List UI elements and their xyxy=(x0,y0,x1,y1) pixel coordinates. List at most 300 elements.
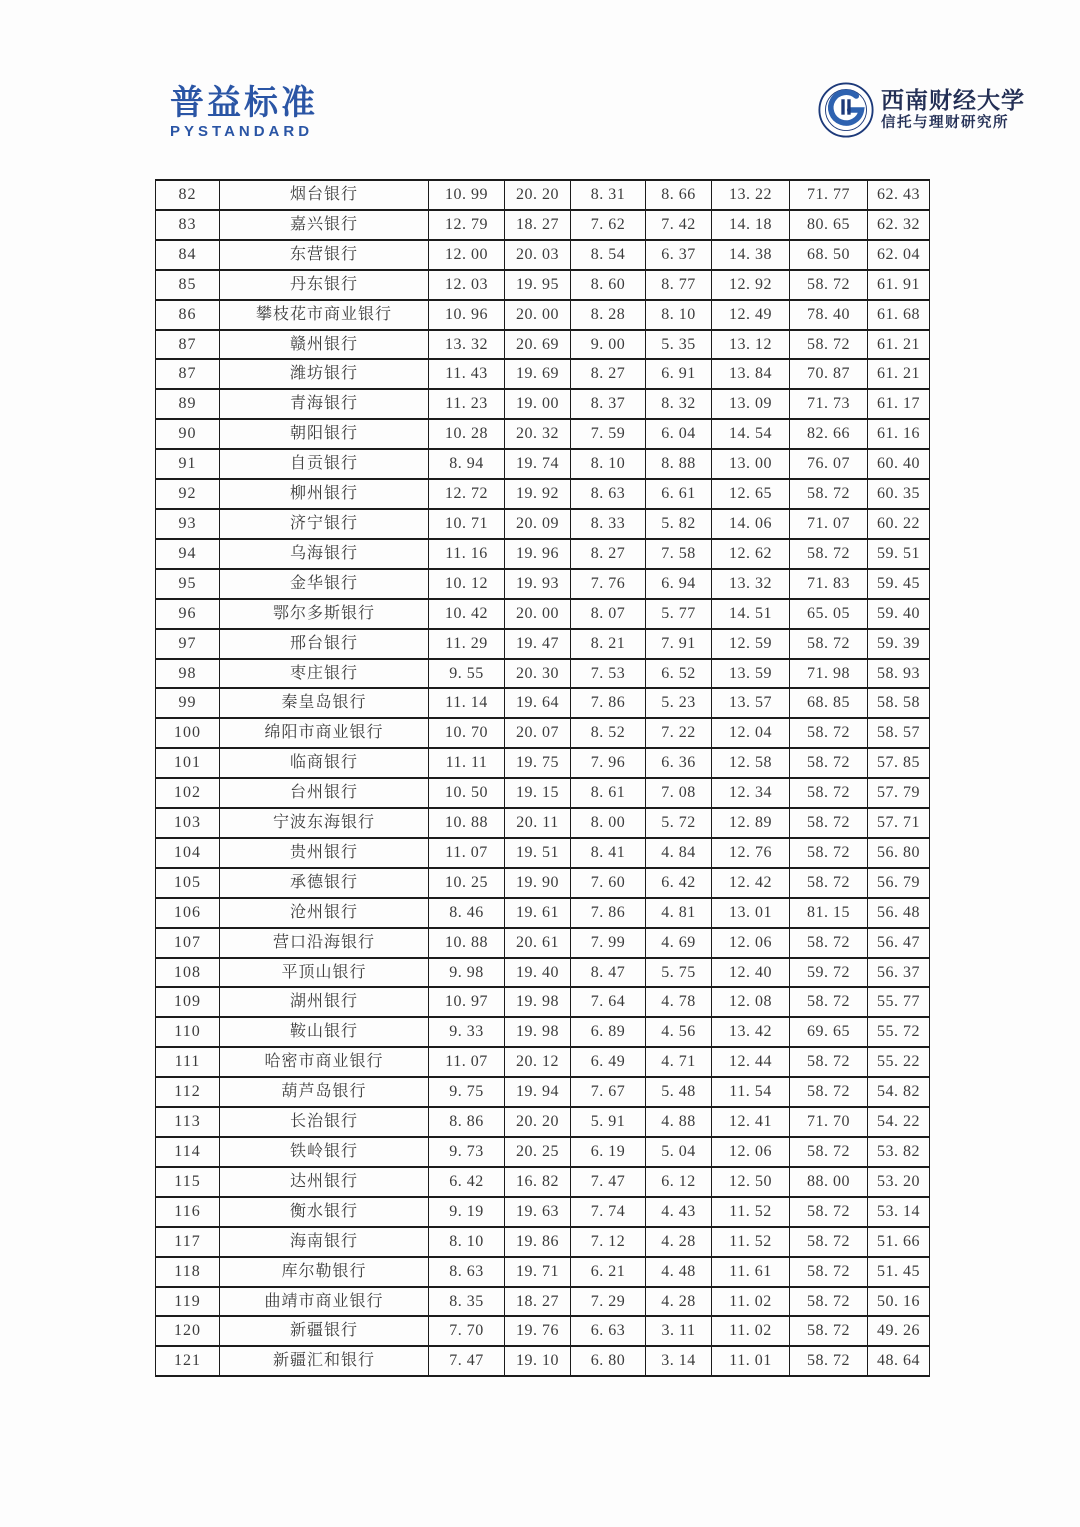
bank-name-cell: 鞍山银行 xyxy=(220,1017,429,1047)
table-row xyxy=(156,1077,930,1107)
value-cell: 6. 49 xyxy=(571,1047,646,1077)
value-cell: 12. 50 xyxy=(712,1167,790,1197)
value-cell: 8. 31 xyxy=(571,180,646,210)
value-cell: 11. 07 xyxy=(429,838,505,868)
value-cell: 8. 10 xyxy=(646,300,712,330)
value-cell: 20. 30 xyxy=(505,659,571,689)
value-cell: 20. 11 xyxy=(505,808,571,838)
bank-name-cell: 东营银行 xyxy=(220,240,429,270)
rank-cell: 98 xyxy=(156,659,220,689)
table-row xyxy=(156,449,930,479)
value-cell: 12. 49 xyxy=(712,300,790,330)
value-cell: 11. 02 xyxy=(712,1316,790,1346)
value-cell: 8. 07 xyxy=(571,599,646,629)
value-cell: 19. 40 xyxy=(505,958,571,988)
value-cell: 13. 32 xyxy=(712,569,790,599)
value-cell: 8. 37 xyxy=(571,389,646,419)
value-cell: 4. 56 xyxy=(646,1017,712,1047)
bank-name-cell: 沧州银行 xyxy=(220,898,429,928)
table-row xyxy=(156,599,930,629)
value-cell: 71. 70 xyxy=(790,1107,868,1137)
value-cell: 8. 27 xyxy=(571,359,646,389)
value-cell: 20. 61 xyxy=(505,928,571,958)
value-cell: 58. 72 xyxy=(790,479,868,509)
value-cell: 6. 89 xyxy=(571,1017,646,1047)
rank-cell: 104 xyxy=(156,838,220,868)
value-cell: 10. 12 xyxy=(429,569,505,599)
value-cell: 11. 01 xyxy=(712,1346,790,1376)
value-cell: 82. 66 xyxy=(790,419,868,449)
value-cell: 61. 91 xyxy=(868,270,930,300)
value-cell: 68. 50 xyxy=(790,240,868,270)
value-cell: 6. 36 xyxy=(646,748,712,778)
value-cell: 5. 23 xyxy=(646,688,712,718)
value-cell: 12. 03 xyxy=(429,270,505,300)
value-cell: 7. 47 xyxy=(429,1346,505,1376)
value-cell: 4. 28 xyxy=(646,1227,712,1257)
value-cell: 7. 47 xyxy=(571,1167,646,1197)
value-cell: 54. 82 xyxy=(868,1077,930,1107)
bank-name-cell: 丹东银行 xyxy=(220,270,429,300)
rank-cell: 113 xyxy=(156,1107,220,1137)
value-cell: 58. 72 xyxy=(790,808,868,838)
value-cell: 13. 00 xyxy=(712,449,790,479)
value-cell: 11. 52 xyxy=(712,1227,790,1257)
table-row xyxy=(156,1167,930,1197)
value-cell: 4. 71 xyxy=(646,1047,712,1077)
swufe-logo-text xyxy=(881,88,1025,132)
value-cell: 68. 85 xyxy=(790,688,868,718)
value-cell: 20. 03 xyxy=(505,240,571,270)
rank-cell: 100 xyxy=(156,718,220,748)
value-cell: 19. 63 xyxy=(505,1197,571,1227)
value-cell: 7. 08 xyxy=(646,778,712,808)
value-cell: 58. 72 xyxy=(790,838,868,868)
value-cell: 11. 52 xyxy=(712,1197,790,1227)
value-cell: 58. 72 xyxy=(790,1287,868,1317)
value-cell: 6. 63 xyxy=(571,1316,646,1346)
rank-cell: 84 xyxy=(156,240,220,270)
table-row xyxy=(156,718,930,748)
value-cell: 9. 00 xyxy=(571,330,646,360)
value-cell: 13. 32 xyxy=(429,330,505,360)
value-cell: 19. 94 xyxy=(505,1077,571,1107)
value-cell: 53. 20 xyxy=(868,1167,930,1197)
value-cell: 19. 96 xyxy=(505,539,571,569)
value-cell: 8. 54 xyxy=(571,240,646,270)
value-cell: 18. 27 xyxy=(505,210,571,240)
value-cell: 14. 51 xyxy=(712,599,790,629)
value-cell: 12. 34 xyxy=(712,778,790,808)
value-cell: 59. 72 xyxy=(790,958,868,988)
value-cell: 6. 21 xyxy=(571,1257,646,1287)
table-row xyxy=(156,748,930,778)
bank-name-cell: 鄂尔多斯银行 xyxy=(220,599,429,629)
value-cell: 4. 84 xyxy=(646,838,712,868)
rank-cell: 112 xyxy=(156,1077,220,1107)
bank-name-cell: 葫芦岛银行 xyxy=(220,1077,429,1107)
value-cell: 58. 72 xyxy=(790,928,868,958)
bank-name-cell: 铁岭银行 xyxy=(220,1137,429,1167)
value-cell: 12. 76 xyxy=(712,838,790,868)
value-cell: 13. 01 xyxy=(712,898,790,928)
value-cell: 8. 28 xyxy=(571,300,646,330)
value-cell: 59. 40 xyxy=(868,599,930,629)
value-cell: 8. 60 xyxy=(571,270,646,300)
rank-cell: 94 xyxy=(156,539,220,569)
value-cell: 11. 61 xyxy=(712,1257,790,1287)
value-cell: 5. 48 xyxy=(646,1077,712,1107)
value-cell: 6. 19 xyxy=(571,1137,646,1167)
value-cell: 7. 70 xyxy=(429,1316,505,1346)
value-cell: 10. 70 xyxy=(429,718,505,748)
value-cell: 19. 74 xyxy=(505,449,571,479)
value-cell: 14. 18 xyxy=(712,210,790,240)
value-cell: 54. 22 xyxy=(868,1107,930,1137)
value-cell: 61. 68 xyxy=(868,300,930,330)
value-cell: 5. 72 xyxy=(646,808,712,838)
value-cell: 53. 82 xyxy=(868,1137,930,1167)
bank-name-cell: 衡水银行 xyxy=(220,1197,429,1227)
table-row xyxy=(156,1047,930,1077)
value-cell: 19. 95 xyxy=(505,270,571,300)
value-cell: 60. 35 xyxy=(868,479,930,509)
rank-cell: 116 xyxy=(156,1197,220,1227)
table-row xyxy=(156,1287,930,1317)
pystandard-logo-subtitle: PYSTANDARD xyxy=(170,123,314,140)
table-row xyxy=(156,987,930,1017)
bank-name-cell: 枣庄银行 xyxy=(220,659,429,689)
value-cell: 6. 12 xyxy=(646,1167,712,1197)
table-row xyxy=(156,240,930,270)
value-cell: 7. 42 xyxy=(646,210,712,240)
value-cell: 19. 92 xyxy=(505,479,571,509)
value-cell: 4. 69 xyxy=(646,928,712,958)
value-cell: 58. 72 xyxy=(790,1316,868,1346)
value-cell: 12. 59 xyxy=(712,629,790,659)
bank-name-cell: 潍坊银行 xyxy=(220,359,429,389)
value-cell: 80. 65 xyxy=(790,210,868,240)
value-cell: 7. 53 xyxy=(571,659,646,689)
value-cell: 4. 28 xyxy=(646,1287,712,1317)
pystandard-logo-title: 普益标准 xyxy=(170,84,318,122)
value-cell: 9. 98 xyxy=(429,958,505,988)
value-cell: 11. 16 xyxy=(429,539,505,569)
value-cell: 8. 47 xyxy=(571,958,646,988)
rank-cell: 90 xyxy=(156,419,220,449)
value-cell: 9. 19 xyxy=(429,1197,505,1227)
table-row xyxy=(156,1107,930,1137)
value-cell: 13. 22 xyxy=(712,180,790,210)
value-cell: 62. 04 xyxy=(868,240,930,270)
rank-cell: 93 xyxy=(156,509,220,539)
value-cell: 11. 29 xyxy=(429,629,505,659)
table-row xyxy=(156,539,930,569)
value-cell: 19. 00 xyxy=(505,389,571,419)
bank-name-cell: 赣州银行 xyxy=(220,330,429,360)
value-cell: 16. 82 xyxy=(505,1167,571,1197)
value-cell: 11. 23 xyxy=(429,389,505,419)
value-cell: 10. 28 xyxy=(429,419,505,449)
value-cell: 69. 65 xyxy=(790,1017,868,1047)
bank-name-cell: 邢台银行 xyxy=(220,629,429,659)
value-cell: 19. 71 xyxy=(505,1257,571,1287)
value-cell: 6. 42 xyxy=(646,868,712,898)
value-cell: 71. 07 xyxy=(790,509,868,539)
table-row xyxy=(156,928,930,958)
bank-name-cell: 金华银行 xyxy=(220,569,429,599)
value-cell: 58. 72 xyxy=(790,748,868,778)
value-cell: 10. 42 xyxy=(429,599,505,629)
value-cell: 8. 63 xyxy=(571,479,646,509)
value-cell: 59. 51 xyxy=(868,539,930,569)
value-cell: 5. 91 xyxy=(571,1107,646,1137)
value-cell: 6. 61 xyxy=(646,479,712,509)
bank-name-cell: 曲靖市商业银行 xyxy=(220,1287,429,1317)
value-cell: 61. 17 xyxy=(868,389,930,419)
value-cell: 58. 72 xyxy=(790,1137,868,1167)
value-cell: 8. 77 xyxy=(646,270,712,300)
value-cell: 59. 39 xyxy=(868,629,930,659)
rank-cell: 85 xyxy=(156,270,220,300)
bank-name-cell: 青海银行 xyxy=(220,389,429,419)
pystandard-logo xyxy=(170,84,318,140)
value-cell: 58. 72 xyxy=(790,1227,868,1257)
value-cell: 20. 07 xyxy=(505,718,571,748)
table-row xyxy=(156,419,930,449)
value-cell: 11. 54 xyxy=(712,1077,790,1107)
value-cell: 88. 00 xyxy=(790,1167,868,1197)
value-cell: 7. 91 xyxy=(646,629,712,659)
value-cell: 12. 41 xyxy=(712,1107,790,1137)
value-cell: 13. 59 xyxy=(712,659,790,689)
rank-cell: 109 xyxy=(156,987,220,1017)
value-cell: 7. 58 xyxy=(646,539,712,569)
value-cell: 8. 00 xyxy=(571,808,646,838)
table-row xyxy=(156,1257,930,1287)
table-row xyxy=(156,1346,930,1376)
value-cell: 20. 00 xyxy=(505,599,571,629)
swufe-logo xyxy=(818,82,1025,138)
value-cell: 60. 40 xyxy=(868,449,930,479)
value-cell: 71. 98 xyxy=(790,659,868,689)
bank-name-cell: 新疆汇和银行 xyxy=(220,1346,429,1376)
value-cell: 8. 66 xyxy=(646,180,712,210)
value-cell: 10. 97 xyxy=(429,987,505,1017)
table-row xyxy=(156,659,930,689)
bank-name-cell: 自贡银行 xyxy=(220,449,429,479)
value-cell: 8. 61 xyxy=(571,778,646,808)
value-cell: 58. 72 xyxy=(790,718,868,748)
value-cell: 11. 43 xyxy=(429,359,505,389)
value-cell: 11. 07 xyxy=(429,1047,505,1077)
table-row xyxy=(156,359,930,389)
value-cell: 20. 20 xyxy=(505,1107,571,1137)
value-cell: 48. 64 xyxy=(868,1346,930,1376)
value-cell: 4. 48 xyxy=(646,1257,712,1287)
value-cell: 11. 14 xyxy=(429,688,505,718)
value-cell: 19. 64 xyxy=(505,688,571,718)
rank-cell: 105 xyxy=(156,868,220,898)
value-cell: 10. 88 xyxy=(429,928,505,958)
value-cell: 7. 74 xyxy=(571,1197,646,1227)
value-cell: 58. 93 xyxy=(868,659,930,689)
table-row xyxy=(156,300,930,330)
value-cell: 13. 57 xyxy=(712,688,790,718)
value-cell: 11. 11 xyxy=(429,748,505,778)
rank-cell: 118 xyxy=(156,1257,220,1287)
table-row xyxy=(156,778,930,808)
value-cell: 56. 37 xyxy=(868,958,930,988)
value-cell: 7. 86 xyxy=(571,688,646,718)
rank-cell: 96 xyxy=(156,599,220,629)
value-cell: 12. 40 xyxy=(712,958,790,988)
value-cell: 58. 58 xyxy=(868,688,930,718)
value-cell: 7. 60 xyxy=(571,868,646,898)
value-cell: 13. 09 xyxy=(712,389,790,419)
value-cell: 12. 08 xyxy=(712,987,790,1017)
value-cell: 3. 14 xyxy=(646,1346,712,1376)
value-cell: 14. 54 xyxy=(712,419,790,449)
rank-cell: 108 xyxy=(156,958,220,988)
rank-cell: 83 xyxy=(156,210,220,240)
value-cell: 55. 72 xyxy=(868,1017,930,1047)
rank-cell: 87 xyxy=(156,359,220,389)
table-row xyxy=(156,958,930,988)
value-cell: 7. 12 xyxy=(571,1227,646,1257)
value-cell: 7. 96 xyxy=(571,748,646,778)
value-cell: 58. 72 xyxy=(790,1197,868,1227)
value-cell: 20. 25 xyxy=(505,1137,571,1167)
value-cell: 12. 06 xyxy=(712,1137,790,1167)
value-cell: 6. 80 xyxy=(571,1346,646,1376)
table-row xyxy=(156,1197,930,1227)
value-cell: 19. 90 xyxy=(505,868,571,898)
value-cell: 12. 92 xyxy=(712,270,790,300)
value-cell: 19. 98 xyxy=(505,1017,571,1047)
rank-cell: 106 xyxy=(156,898,220,928)
bank-name-cell: 达州银行 xyxy=(220,1167,429,1197)
value-cell: 19. 93 xyxy=(505,569,571,599)
bank-name-cell: 海南银行 xyxy=(220,1227,429,1257)
value-cell: 65. 05 xyxy=(790,599,868,629)
value-cell: 10. 88 xyxy=(429,808,505,838)
bank-name-cell: 烟台银行 xyxy=(220,180,429,210)
value-cell: 71. 77 xyxy=(790,180,868,210)
bank-name-cell: 新疆银行 xyxy=(220,1316,429,1346)
table-row xyxy=(156,808,930,838)
value-cell: 57. 71 xyxy=(868,808,930,838)
value-cell: 76. 07 xyxy=(790,449,868,479)
value-cell: 4. 78 xyxy=(646,987,712,1017)
value-cell: 6. 42 xyxy=(429,1167,505,1197)
value-cell: 12. 06 xyxy=(712,928,790,958)
value-cell: 14. 38 xyxy=(712,240,790,270)
table-row xyxy=(156,1316,930,1346)
table-row xyxy=(156,1227,930,1257)
table-row xyxy=(156,389,930,419)
value-cell: 4. 81 xyxy=(646,898,712,928)
value-cell: 6. 91 xyxy=(646,359,712,389)
value-cell: 58. 72 xyxy=(790,987,868,1017)
rank-cell: 115 xyxy=(156,1167,220,1197)
bank-name-cell: 台州银行 xyxy=(220,778,429,808)
value-cell: 50. 16 xyxy=(868,1287,930,1317)
value-cell: 12. 58 xyxy=(712,748,790,778)
table-row xyxy=(156,688,930,718)
value-cell: 7. 59 xyxy=(571,419,646,449)
value-cell: 56. 80 xyxy=(868,838,930,868)
value-cell: 12. 79 xyxy=(429,210,505,240)
bank-name-cell: 临商银行 xyxy=(220,748,429,778)
value-cell: 70. 87 xyxy=(790,359,868,389)
rank-cell: 119 xyxy=(156,1287,220,1317)
value-cell: 58. 72 xyxy=(790,539,868,569)
value-cell: 19. 47 xyxy=(505,629,571,659)
value-cell: 55. 22 xyxy=(868,1047,930,1077)
value-cell: 19. 15 xyxy=(505,778,571,808)
value-cell: 11. 02 xyxy=(712,1287,790,1317)
bank-name-cell: 贵州银行 xyxy=(220,838,429,868)
bank-name-cell: 绵阳市商业银行 xyxy=(220,718,429,748)
ranking-table-body xyxy=(156,180,930,1376)
bank-name-cell: 承德银行 xyxy=(220,868,429,898)
table-row xyxy=(156,868,930,898)
value-cell: 20. 12 xyxy=(505,1047,571,1077)
value-cell: 9. 55 xyxy=(429,659,505,689)
table-row xyxy=(156,898,930,928)
value-cell: 58. 72 xyxy=(790,1077,868,1107)
value-cell: 8. 86 xyxy=(429,1107,505,1137)
value-cell: 51. 66 xyxy=(868,1227,930,1257)
bank-name-cell: 秦皇岛银行 xyxy=(220,688,429,718)
value-cell: 7. 76 xyxy=(571,569,646,599)
value-cell: 58. 72 xyxy=(790,868,868,898)
rank-cell: 87 xyxy=(156,330,220,360)
table-row xyxy=(156,838,930,868)
value-cell: 8. 21 xyxy=(571,629,646,659)
value-cell: 12. 42 xyxy=(712,868,790,898)
value-cell: 3. 11 xyxy=(646,1316,712,1346)
bank-name-cell: 嘉兴银行 xyxy=(220,210,429,240)
bank-name-cell: 湖州银行 xyxy=(220,987,429,1017)
table-row xyxy=(156,180,930,210)
table-row xyxy=(156,629,930,659)
value-cell: 12. 72 xyxy=(429,479,505,509)
value-cell: 12. 65 xyxy=(712,479,790,509)
value-cell: 58. 72 xyxy=(790,330,868,360)
swufe-institute-name: 信托与理财研究所 xyxy=(881,115,1009,131)
value-cell: 20. 32 xyxy=(505,419,571,449)
rank-cell: 97 xyxy=(156,629,220,659)
swufe-university-name: 西南财经大学 xyxy=(881,88,1025,113)
value-cell: 56. 79 xyxy=(868,868,930,898)
bank-name-cell: 乌海银行 xyxy=(220,539,429,569)
value-cell: 51. 45 xyxy=(868,1257,930,1287)
value-cell: 8. 27 xyxy=(571,539,646,569)
value-cell: 61. 21 xyxy=(868,330,930,360)
value-cell: 61. 16 xyxy=(868,419,930,449)
value-cell: 55. 77 xyxy=(868,987,930,1017)
value-cell: 18. 27 xyxy=(505,1287,571,1317)
value-cell: 20. 00 xyxy=(505,300,571,330)
bank-name-cell: 攀枝花市商业银行 xyxy=(220,300,429,330)
value-cell: 6. 52 xyxy=(646,659,712,689)
value-cell: 7. 67 xyxy=(571,1077,646,1107)
rank-cell: 107 xyxy=(156,928,220,958)
value-cell: 10. 71 xyxy=(429,509,505,539)
value-cell: 14. 06 xyxy=(712,509,790,539)
